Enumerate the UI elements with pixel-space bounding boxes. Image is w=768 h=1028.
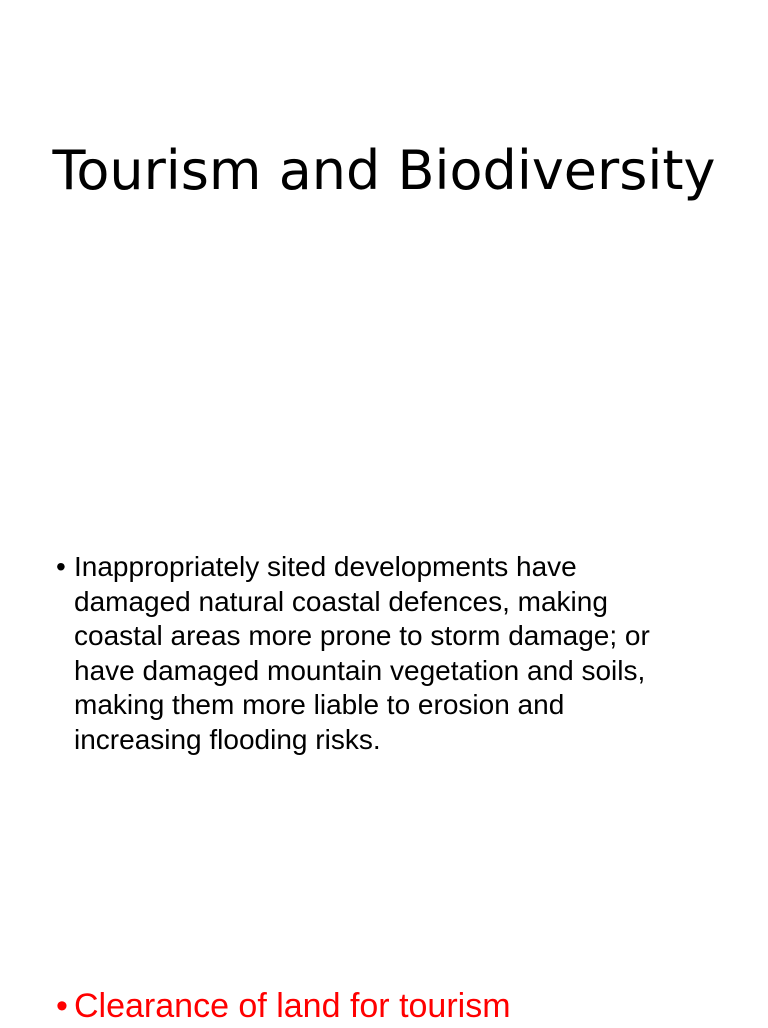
bullet-text: Clearance of land for tourism [74, 987, 511, 1025]
bullet-marker: • [56, 551, 66, 582]
bullet-marker: • [56, 987, 68, 1025]
slide-title: Tourism and Biodiversity [52, 139, 716, 202]
bullet-item-coastal-damage [56, 550, 696, 757]
bullet-item-land-clearance [56, 984, 756, 1028]
bullet-text: Inappropriately sited developments have damaged natural coastal defences, making coastal areas more prone to storm damage; or have damaged mountain vegetation and soils, making them more liable to erosion and increasing flooding risks. [74, 551, 650, 755]
